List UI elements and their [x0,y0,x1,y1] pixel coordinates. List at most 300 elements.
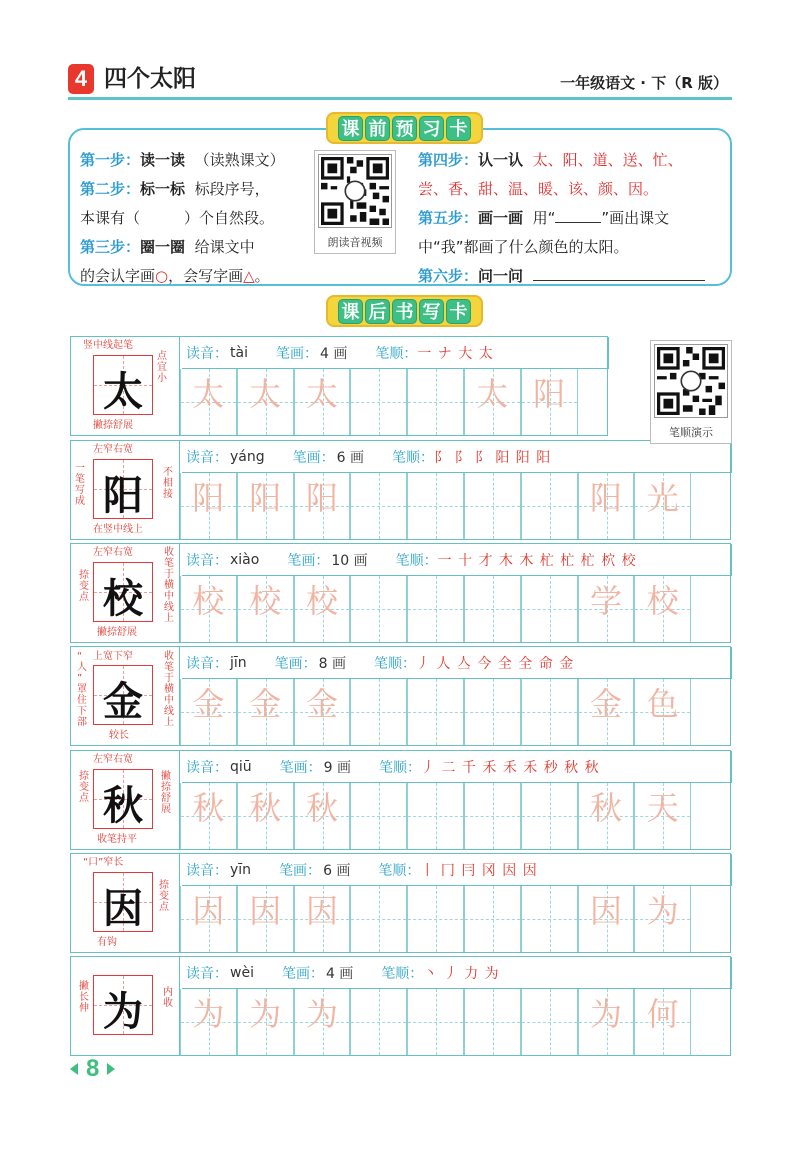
qr-caption: 笔顺演示 [669,426,713,439]
stroke-step: 丿 [416,655,437,672]
stroke-order-sequence [438,550,637,570]
trace-character [465,886,520,952]
underline-sample [555,222,601,223]
practice-cell[interactable] [294,369,351,435]
practice-cell[interactable] [407,369,464,435]
stroke-step: 杧 [560,552,581,569]
trace-character: 秋 [305,789,338,827]
pinyin-label: 读音： [186,345,228,362]
practice-cell[interactable] [464,783,521,849]
trace-character [351,679,406,745]
trace-character: 因 [305,892,338,930]
stroke-step: 杧 [539,552,561,569]
practice-cell[interactable] [464,473,521,539]
practice-cell[interactable] [464,576,521,642]
practice-cell[interactable] [407,679,464,745]
char-row [70,543,731,643]
step-4 [418,146,728,175]
practice-cell[interactable] [464,886,521,952]
step-note: 给课文中 [194,238,255,256]
stroke-count-label: 笔画： [292,449,335,466]
step-action: 圈一圈 [140,238,186,256]
triangle-mark: △ [243,267,255,285]
text: 。 [254,267,270,285]
step-5 [418,204,728,233]
circle-mark: ○ [155,267,169,285]
practice-cell[interactable] [578,886,635,952]
trace-character: 太 [305,375,338,413]
char-row [70,750,731,850]
writing-banner-char: 后 [365,299,390,324]
preview-banner-char: 预 [392,116,417,141]
stroke-step: 为 [484,965,500,982]
trace-character: 为 [192,995,225,1033]
qr-code-icon [654,344,728,418]
stroke-order-sequence [423,963,499,983]
stroke-step: 杧 [580,552,602,569]
stroke-step: 金 [559,655,575,672]
step-label: 第四步： [418,151,479,169]
writing-tip: 撇捺舒展 [93,420,133,431]
stroke-step: 禾 [502,759,524,776]
char-info-bar [182,337,609,369]
practice-cell[interactable] [180,679,237,745]
page-number-text: 8 [86,1055,100,1082]
demo-grid [93,562,153,622]
trace-character: 为 [646,892,679,930]
practice-cell[interactable] [578,576,635,642]
practice-cell[interactable] [634,473,691,539]
preview-steps-left [80,146,308,291]
stroke-order-label: 笔顺： [374,655,417,672]
char-info-bar [182,544,732,576]
trace-character: 为 [589,995,622,1033]
writing-banner-char: 课 [338,299,363,324]
stroke-step: 阳 [495,449,516,466]
stroke-count-value: 4 画 [325,965,354,982]
step-2-line2 [80,204,308,233]
trace-character [522,679,577,745]
pinyin-label: 读音： [186,862,228,879]
trace-character: 阳 [249,479,282,517]
demo-character: 为 [103,988,143,1035]
writing-tip: 一笔写成 [75,463,85,507]
trace-character [351,369,406,435]
stroke-step: 今 [477,655,498,672]
trace-character: 阳 [192,479,225,517]
pinyin-value: jīn [230,654,247,671]
writing-tip: 较长 [109,730,129,741]
writing-tip: 在竖中线上 [93,524,143,535]
practice-cell[interactable] [350,989,407,1055]
step-5-line2: 中“我”都画了什么颜色的太阳。 [418,238,629,256]
text: ”画出课文 [601,209,670,227]
stroke-count-label: 笔画： [279,862,322,879]
stroke-step: 全 [497,655,519,672]
writing-tip: 捺变点 [159,880,169,913]
char-row [70,646,731,746]
pinyin-label: 读音： [186,965,228,982]
demo-character: 秋 [103,782,143,829]
stroke-step: 秋 [564,759,585,776]
stroke-step: 阝 [454,449,475,466]
stroke-step: 柼 [601,552,622,569]
stroke-count-value: 4 画 [319,345,348,362]
page-number [70,1055,115,1083]
practice-cell[interactable] [407,886,464,952]
practice-cell[interactable] [294,473,351,539]
practice-cell[interactable] [294,783,351,849]
stroke-order-sequence [421,757,600,777]
char-demo [71,647,180,745]
stroke-step: 禾 [482,759,503,776]
trace-character [522,886,577,952]
step-note: （读熟课文） [194,151,285,169]
writing-tip: 左窄右宽 [93,754,133,765]
practice-cell[interactable] [237,369,294,435]
text: ）个自然段。 [184,209,275,227]
practice-cell[interactable] [237,473,294,539]
qr-code-icon [318,154,392,228]
stroke-count-value: 8 画 [318,655,347,672]
practice-cell[interactable] [350,369,407,435]
practice-cell[interactable] [521,783,578,849]
trace-character [351,576,406,642]
header-divider [68,97,732,100]
demo-grid [93,872,153,932]
demo-grid [93,975,153,1035]
char-row [70,956,731,1056]
trace-character: 色 [646,685,679,723]
step-action: 画一画 [478,209,524,227]
stroke-step: 人 [436,655,457,672]
practice-cell[interactable] [464,679,521,745]
text: 的会认字画 [80,267,156,285]
writing-tip: “口”窄长 [83,857,124,868]
practice-grid [180,989,691,1055]
practice-cell[interactable] [634,886,691,952]
demo-grid [93,769,153,829]
step-note: 标段序号， [194,180,270,198]
writing-tip: 收笔于横中线上 [164,547,174,624]
trace-character: 金 [305,685,338,723]
preview-banner [326,112,483,144]
char-info-bar [182,854,732,886]
practice-cell[interactable] [407,989,464,1055]
practice-cell[interactable] [237,886,294,952]
practice-cell[interactable] [180,886,237,952]
practice-cell[interactable] [634,679,691,745]
trace-character: 校 [646,582,679,620]
practice-cell[interactable] [578,473,635,539]
stroke-order-label: 笔顺： [381,965,424,982]
practice-grid [180,576,691,642]
qr-caption: 朗读音视频 [327,236,383,249]
demo-character: 阳 [103,472,143,519]
writing-tip: 不相接 [163,467,173,500]
practice-cell[interactable] [521,369,578,435]
practice-cell[interactable] [578,679,635,745]
practice-grid [180,473,691,539]
trace-character: 因 [589,892,622,930]
practice-cell[interactable] [634,989,691,1055]
practice-cell[interactable] [464,989,521,1055]
practice-cell[interactable] [350,576,407,642]
practice-cell[interactable] [578,783,635,849]
recognize-chars: 太、阳、道、送、忙、 [532,151,683,169]
stroke-step: 禾 [523,759,544,776]
stroke-order-sequence [416,653,574,673]
stroke-step: 木 [498,552,520,569]
writing-tip: 收笔持平 [97,834,137,845]
trace-character [408,783,463,849]
char-row [70,440,731,540]
practice-cell[interactable] [180,369,237,435]
next-arrow-icon [107,1063,115,1075]
stroke-step: 丶 [423,965,444,982]
char-demo [71,751,180,849]
char-demo [71,957,180,1055]
writing-banner-char: 书 [392,299,417,324]
stroke-step: 二 [441,759,462,776]
trace-character [522,989,577,1055]
prev-arrow-icon [70,1063,78,1075]
trace-character: 校 [249,582,282,620]
practice-grid [180,783,691,849]
stroke-order-label: 笔顺： [379,759,422,776]
step-6 [418,262,728,291]
stroke-step: 木 [519,552,540,569]
stroke-step: 冃 [461,862,482,879]
stroke-count-label: 笔画： [287,552,330,569]
practice-cell[interactable] [521,576,578,642]
step-2 [80,175,308,204]
trace-character: 天 [646,789,679,827]
pinyin-value: yáng [230,448,265,465]
practice-cell[interactable] [180,473,237,539]
preview-banner-char: 课 [338,116,363,141]
writing-tip: 左窄右宽 [93,547,133,558]
pinyin-value: wèi [230,964,254,981]
text: 本课有（ [80,209,141,227]
char-row [70,853,731,953]
writing-tip: 撇长伸 [79,981,89,1014]
stroke-step: 冈 [481,862,503,879]
step-label: 第三步： [80,238,141,256]
practice-grid [180,369,578,435]
trace-character [465,473,520,539]
practice-grid [180,886,691,952]
practice-cell[interactable] [521,886,578,952]
stroke-count-value: 6 画 [336,449,364,466]
practice-cell[interactable] [237,989,294,1055]
stroke-order-label: 笔顺： [378,862,421,879]
trace-character [522,783,577,849]
stroke-step: 命 [538,655,560,672]
trace-character [522,473,577,539]
stroke-step: ⻖ [433,449,455,466]
writing-tip: 竖中线起笔 [83,340,133,351]
demo-grid [93,459,153,519]
stroke-step: 亼 [456,655,478,672]
trace-character: 太 [192,375,225,413]
trace-character: 为 [305,995,338,1033]
preview-qr[interactable] [314,150,396,254]
practice-cell[interactable] [350,886,407,952]
trace-character: 金 [249,685,282,723]
pinyin-value: yīn [230,861,252,878]
stroke-step: 太 [478,345,494,362]
practice-cell[interactable] [294,989,351,1055]
practice-cell[interactable] [180,783,237,849]
preview-steps-right [418,146,728,291]
stroke-step: 阝 [474,449,496,466]
step-action: 认一认 [478,151,524,169]
stroke-order-sequence [417,343,493,363]
writing-banner [326,295,483,327]
char-demo [71,544,180,642]
stroke-step: 丨 [420,862,441,879]
practice-cell[interactable] [237,576,294,642]
stroke-step: 全 [518,655,539,672]
char-demo [71,854,180,952]
practice-cell[interactable] [521,679,578,745]
stroke-step: 一 [417,345,438,362]
trace-character [351,783,406,849]
trace-character [465,576,520,642]
stroke-count-label: 笔画： [275,345,318,362]
stroke-step: 冂 [440,862,462,879]
practice-cell[interactable] [237,783,294,849]
trace-character: 阳 [589,479,622,517]
practice-cell[interactable] [521,989,578,1055]
lesson-number-badge: 4 [68,64,94,94]
pinyin-label: 读音： [186,449,228,466]
practice-cell[interactable] [350,679,407,745]
trace-character: 阳 [305,479,338,517]
demo-character: 太 [103,368,143,415]
char-row [70,336,608,436]
stroke-step: 因 [522,862,538,879]
stroke-count-label: 笔画： [279,759,322,776]
pinyin-label: 读音： [186,759,228,776]
trace-character: 秋 [192,789,225,827]
trace-character [465,989,520,1055]
text: ，会写字画 [168,267,244,285]
stroke-order-label: 笔顺： [395,552,438,569]
trace-character: 太 [476,375,509,413]
trace-character [408,473,463,539]
step-3 [80,233,308,262]
trace-character: 为 [249,995,282,1033]
trace-character: 学 [589,582,622,620]
practice-cell[interactable] [350,473,407,539]
text: 用“ [532,209,556,227]
step-label: 第二步： [80,180,141,198]
practice-cell[interactable] [294,679,351,745]
trace-character [465,679,520,745]
demo-character: 金 [103,678,143,725]
preview-banner-char: 卡 [446,116,471,141]
grade-label: 一年级语文 · 下（R 版） [560,74,728,92]
practice-cell[interactable] [407,473,464,539]
step-label: 第五步： [418,209,479,227]
practice-cell[interactable] [350,783,407,849]
practice-cell[interactable] [407,576,464,642]
trace-character: 秋 [249,789,282,827]
practice-cell[interactable] [464,369,521,435]
writing-tip: 撇捺舒展 [97,627,137,638]
recognize-chars-line2: 尝、香、甜、温、暖、该、颜、因。 [418,180,659,198]
practice-cell[interactable] [578,989,635,1055]
stroke-count-value: 9 画 [323,759,352,776]
writing-banner-char: 写 [419,299,444,324]
stroke-step: 一 [437,552,459,569]
char-info-bar [182,647,732,679]
practice-cell[interactable] [294,886,351,952]
stroke-step: 十 [458,552,479,569]
trace-character [408,369,463,435]
stroke-step: 秒 [543,759,565,776]
step-action: 问一问 [478,267,524,285]
char-info-bar [182,441,732,473]
step-label: 第六步： [418,267,479,285]
stroke-count-label: 笔画： [274,655,317,672]
stroke-order-sequence [420,860,537,880]
trace-character [408,989,463,1055]
stroke-step: 大 [458,345,479,362]
writing-tip: 捺变点 [79,570,89,603]
practice-cell[interactable] [634,783,691,849]
practice-cell[interactable] [521,473,578,539]
pinyin-value: tài [230,344,248,361]
practice-cell[interactable] [407,783,464,849]
demo-character: 校 [103,575,143,622]
demo-grid [93,355,153,415]
stroke-demo-qr[interactable] [650,340,732,444]
stroke-step: 阳 [515,449,537,466]
practice-cell[interactable] [180,576,237,642]
writing-tip: 撇捺舒展 [161,771,171,815]
practice-cell[interactable] [634,576,691,642]
step-3-line2 [80,262,308,291]
pinyin-value: xiào [230,551,260,568]
practice-cell[interactable] [294,576,351,642]
trace-character: 因 [192,892,225,930]
preview-banner-char: 前 [365,116,390,141]
trace-character: 太 [249,375,282,413]
writing-tip: “人”罩住下部 [77,651,87,728]
pinyin-value: qiū [230,758,252,775]
stroke-step: 力 [464,965,485,982]
stroke-count-value: 6 画 [323,862,351,879]
pinyin-label: 读音： [186,552,228,569]
writing-banner-char: 卡 [446,299,471,324]
question-answer-line[interactable] [533,280,705,281]
writing-tip: 点宜小 [157,351,167,384]
step-1 [80,146,308,175]
trace-character: 金 [589,685,622,723]
demo-character: 因 [103,885,143,932]
trace-character: 因 [249,892,282,930]
writing-tip: 内收 [163,987,173,1009]
trace-character [351,473,406,539]
stroke-order-sequence [434,447,551,467]
practice-cell[interactable] [237,679,294,745]
step-action: 读一读 [140,151,186,169]
step-action: 标一标 [140,180,186,198]
practice-cell[interactable] [180,989,237,1055]
